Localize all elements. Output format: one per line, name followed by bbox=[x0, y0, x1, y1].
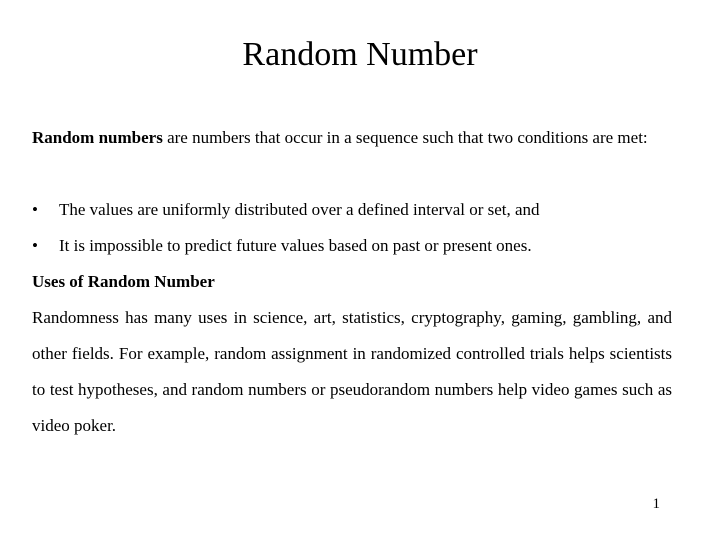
bullet-text: The values are uniformly distributed over a defined interval or set, and bbox=[59, 200, 540, 219]
bullet-text: It is impossible to predict future values based on past or present ones. bbox=[59, 236, 532, 255]
slide-title: Random Number bbox=[242, 36, 478, 73]
uses-heading: Uses of Random Number bbox=[32, 272, 215, 291]
uses-paragraph: Randomness has many uses in science, art, statistics, cryptography, gaming, gambling, and other fields. For example, random assignment in randomized controlled trials helps scientists to test hypotheses, and random numbers or pseudorandom numbers help video games such as video poker. bbox=[32, 308, 672, 435]
intro-paragraph bbox=[32, 120, 672, 156]
page-number: 1 bbox=[652, 496, 660, 512]
bullet-list bbox=[32, 192, 672, 264]
intro-text: are numbers that occur in a sequence such that two conditions are met: bbox=[162, 128, 648, 147]
bullet-icon: • bbox=[32, 200, 38, 219]
list-item bbox=[32, 228, 672, 264]
bullet-icon: • bbox=[32, 236, 38, 255]
list-item bbox=[32, 192, 672, 228]
intro-term: Random numbers bbox=[32, 128, 163, 147]
